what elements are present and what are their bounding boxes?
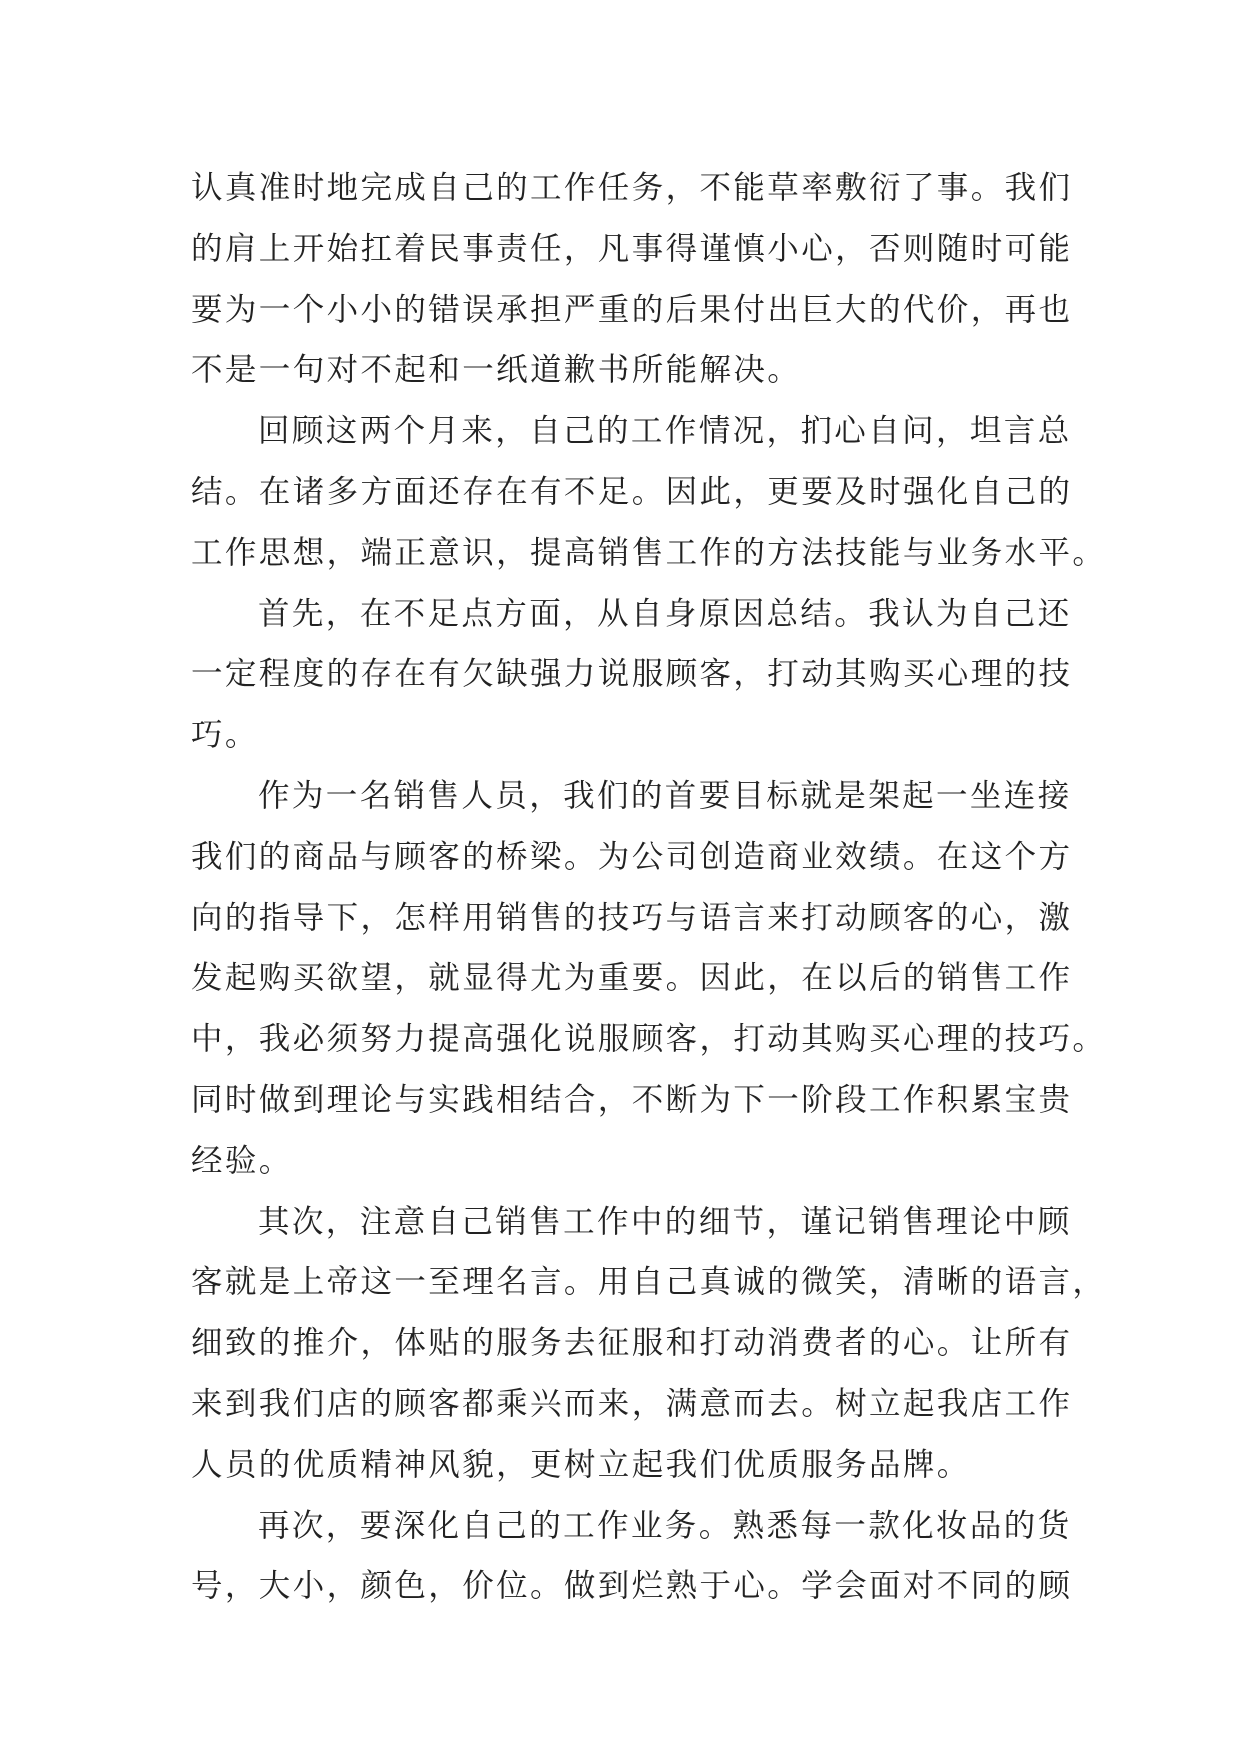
- text-line: 人员的优质精神风貌，更树立起我们优质服务品牌。: [191, 1446, 971, 1483]
- text-line: 细致的推介，体贴的服务去征服和打动消费者的心。让所有: [191, 1325, 1073, 1362]
- text-line: 工作思想，端正意识，提高销售工作的方法技能与业务水平。: [191, 534, 1107, 571]
- paragraph: [191, 766, 1107, 1192]
- text-line: 不是一句对不起和一纸道歉书所能解决。: [191, 352, 802, 389]
- text-line: 回顾这两个月来，自己的工作情况，扪心自问，坦言总: [258, 413, 1072, 450]
- body-text: [191, 158, 1107, 1617]
- text-line: 的肩上开始扛着民事责任，凡事得谨慎小心，否则随时可能: [191, 230, 1073, 267]
- text-line: 来到我们店的顾客都乘兴而来，满意而去。树立起我店工作: [191, 1385, 1073, 1422]
- text-line: 一定程度的存在有欠缺强力说服顾客，打动其购买心理的技: [191, 656, 1073, 693]
- text-line: 其次，注意自己销售工作中的细节，谨记销售理论中顾: [258, 1203, 1072, 1240]
- text-line: 巧。: [191, 717, 259, 754]
- text-line: 中，我必须努力提高强化说服顾客，打动其购买心理的技巧。: [191, 1021, 1107, 1058]
- text-line: 结。在诸多方面还存在有不足。因此，更要及时强化自己的: [191, 473, 1073, 510]
- paragraph: [191, 401, 1107, 583]
- text-line: 我们的商品与顾客的桥梁。为公司创造商业效绩。在这个方: [191, 838, 1073, 875]
- text-line: 认真准时地完成自己的工作任务，不能草率敷衍了事。我们: [191, 170, 1073, 206]
- text-line: 要为一个小小的错误承担严重的后果付出巨大的代价，再也: [191, 291, 1073, 328]
- text-line: 客就是上帝这一至理名言。用自己真诚的微笑，清晰的语言，: [191, 1264, 1107, 1301]
- text-line: 首先，在不足点方面，从自身原因总结。我认为自己还: [258, 595, 1072, 632]
- paragraph: [191, 1496, 1073, 1618]
- paragraph: [191, 1192, 1107, 1496]
- text-line: 经验。: [191, 1142, 293, 1179]
- paragraph: [191, 158, 1073, 401]
- text-line: 再次，要深化自己的工作业务。熟悉每一款化妆品的货: [258, 1507, 1072, 1544]
- text-line: 作为一名销售人员，我们的首要目标就是架起一坐连接: [258, 777, 1072, 814]
- text-line: 向的指导下，怎样用销售的技巧与语言来打动顾客的心，激: [191, 899, 1073, 936]
- text-line: 号，大小，颜色，价位。做到烂熟于心。学会面对不同的顾: [191, 1568, 1073, 1605]
- text-line: 同时做到理论与实践相结合，不断为下一阶段工作积累宝贵: [191, 1081, 1073, 1118]
- paragraph: [191, 584, 1073, 766]
- text-line: 发起购买欲望，就显得尤为重要。因此，在以后的销售工作: [191, 960, 1073, 997]
